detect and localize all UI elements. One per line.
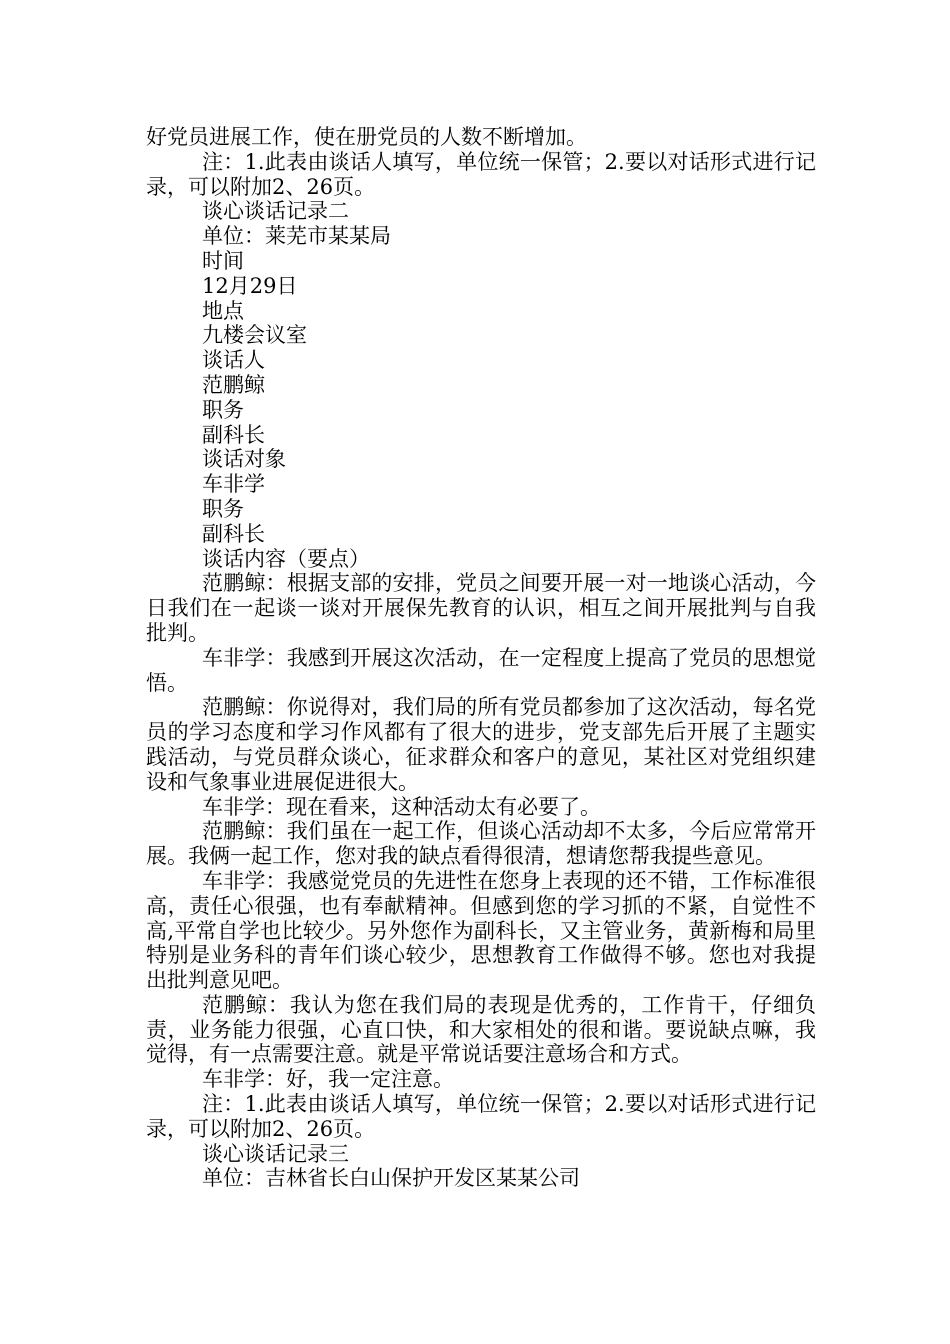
dialogue-paragraph: 范鹏鲸：我认为您在我们局的表现是优秀的，工作肯干，仔细负责，业务能力很强，心直口快，和大家相处的很和谐。要说缺点嘛，我觉得，有一点需要注意。就是平常说话要注意场合和方式。: [146, 992, 816, 1067]
dialogue-paragraph: 车非学：现在看来，这种活动太有必要了。: [202, 794, 601, 819]
dialogue-paragraph: 车非学：好，我一定注意。: [202, 1067, 454, 1092]
field-label-time: 时间: [202, 248, 244, 273]
section-heading: 谈心谈话记录二: [202, 199, 349, 224]
section-heading: 谈心谈话记录三: [202, 1141, 349, 1166]
field-label-position: 职务: [202, 397, 244, 422]
dialogue-paragraph: 范鹏鲸：你说得对，我们局的所有党员都参加了这次活动，每名党员的学习态度和学习作风都有了很大的进步，党支部先后开展了主题实践活动，与党员群众谈心，征求群众和客户的意见，某社区对党组织建设和气象事业进展促进很大。: [146, 695, 816, 794]
field-value-speaker: 范鹏鲸: [202, 372, 265, 397]
field-value-position: 副科长: [202, 422, 265, 447]
field-value-position-2: 副科长: [202, 521, 265, 546]
dialogue-paragraph: 范鹏鲸：根据支部的安排，党员之间要开展一对一地谈心活动，今日我们在一起谈一谈对开展保先教育的认识，相互之间开展批判与自我批判。: [146, 571, 816, 645]
dialogue-paragraph: 车非学：我感到开展这次活动，在一定程度上提高了党员的思想觉悟。: [146, 645, 816, 695]
unit-line: 单位：莱芜市某某局: [202, 224, 391, 249]
document-body: [146, 125, 816, 1191]
field-label-content: 谈话内容（要点）: [202, 546, 370, 571]
paragraph-note: 注：1.此表由谈话人填写，单位统一保管；2.要以对话形式进行记录，可以附加2、26页。: [146, 149, 816, 199]
unit-line: 单位：吉林省长白山保护开发区某某公司: [202, 1166, 580, 1191]
field-value-place: 九楼会议室: [202, 323, 307, 348]
field-label-place: 地点: [202, 298, 244, 323]
dialogue-paragraph: 车非学：我感觉党员的先进性在您身上表现的还不错，工作标准很高，责任心很强，也有奉献精神。但感到您的学习抓的不紧，自觉性不高,平常自学也比较少。另外您作为副科长，又主管业务，黄新梅和局里特别是业务科的青年们谈心较少，思想教育工作做得不够。您也对我提出批判意见吧。: [146, 868, 816, 993]
field-value-listener: 车非学: [202, 472, 265, 497]
paragraph-note: 注：1.此表由谈话人填写，单位统一保管；2.要以对话形式进行记录，可以附加2、26页。: [146, 1092, 816, 1141]
field-label-listener: 谈话对象: [202, 447, 286, 472]
dialogue-paragraph: 范鹏鲸：我们虽在一起工作，但谈心活动却不太多，今后应常常开展。我俩一起工作，您对我的缺点看得很清，想请您帮我提些意见。: [146, 819, 816, 869]
field-label-speaker: 谈话人: [202, 348, 265, 373]
field-label-position-2: 职务: [202, 496, 244, 521]
field-value-time: 12月29日: [202, 273, 298, 298]
paragraph-continuation: 好党员进展工作，使在册党员的人数不断增加。: [146, 125, 587, 149]
